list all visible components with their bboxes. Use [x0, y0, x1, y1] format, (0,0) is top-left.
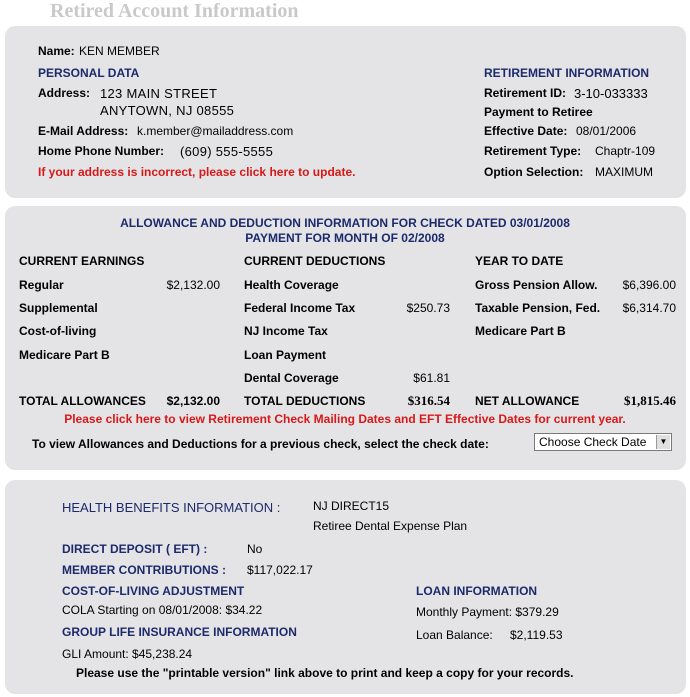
total-deductions-value: $316.54 — [407, 393, 450, 408]
print-note: Please use the "printable version" link above to print and keep a copy for your records. — [76, 666, 574, 680]
effective-date-value: 08/01/2006 — [576, 124, 637, 138]
direct-deposit-value: No — [247, 542, 263, 556]
address-line2: ANYTOWN, NJ 08555 — [100, 103, 235, 118]
personal-data-heading: PERSONAL DATA — [38, 66, 140, 80]
deduction-federal-tax-label: Federal Income Tax — [244, 301, 356, 315]
allowance-panel — [5, 206, 686, 470]
phone-value: (609) 555-5555 — [180, 144, 274, 159]
health-benefits-label: HEALTH BENEFITS INFORMATION : — [62, 500, 281, 515]
option-selection-label: Option Selection: — [484, 165, 584, 179]
current-earnings-heading: CURRENT EARNINGS — [19, 254, 145, 268]
cola-text: COLA Starting on 08/01/2008: $34.22 — [62, 603, 263, 617]
year-to-date-heading: YEAR TO DATE — [475, 254, 564, 268]
allowance-heading-line2: PAYMENT FOR MONTH OF 02/2008 — [245, 231, 445, 245]
deduction-federal-tax-value: $250.73 — [406, 301, 450, 315]
effective-date-label: Effective Date: — [484, 124, 568, 138]
current-deductions-heading: CURRENT DEDUCTIONS — [244, 254, 386, 268]
chevron-down-icon[interactable]: ▼ — [656, 435, 670, 449]
earnings-medicare-label: Medicare Part B — [19, 348, 110, 362]
ytd-medicare-label: Medicare Part B — [475, 324, 566, 338]
name-value: KEN MEMBER — [79, 44, 160, 58]
earnings-supplemental-label: Supplemental — [19, 301, 98, 315]
email-label: E-Mail Address: — [38, 124, 129, 138]
retirement-type-value: Chaptr-109 — [595, 144, 656, 158]
mailing-dates-link[interactable]: Please click here to view Retirement Check Mailing Dates and EFT Effective Dates for current year. — [64, 412, 626, 426]
loan-monthly-payment: Monthly Payment: $379.29 — [416, 605, 559, 619]
total-allowances-value: $2,132.00 — [166, 394, 220, 408]
update-address-link[interactable]: If your address is incorrect, please click here to update. — [38, 165, 356, 179]
name-label: Name: — [38, 44, 75, 58]
allowance-heading-line1: ALLOWANCE AND DEDUCTION INFORMATION FOR CHECK DATED 03/01/2008 — [120, 216, 570, 230]
deduction-dental-value: $61.81 — [413, 371, 450, 385]
payment-to-retiree: Payment to Retiree — [484, 105, 593, 119]
retirement-type-label: Retirement Type: — [484, 144, 582, 158]
earnings-regular-label: Regular — [19, 278, 64, 292]
ytd-taxable-label: Taxable Pension, Fed. — [475, 301, 601, 315]
ytd-gross-value: $6,396.00 — [622, 278, 676, 292]
ytd-gross-label: Gross Pension Allow. — [475, 278, 598, 292]
retirement-info-heading: RETIREMENT INFORMATION — [484, 66, 650, 80]
direct-deposit-label: DIRECT DEPOSIT ( EFT) : — [62, 542, 208, 556]
earnings-regular-value: $2,132.00 — [166, 278, 220, 292]
retirement-id-label: Retirement ID: — [484, 86, 567, 100]
net-allowance-value: $1,815.46 — [624, 393, 676, 408]
member-contributions-label: MEMBER CONTRIBUTIONS : — [62, 563, 226, 577]
deduction-dental-label: Dental Coverage — [244, 371, 339, 385]
address-label: Address: — [38, 86, 91, 100]
loan-balance-label: Loan Balance: — [416, 628, 493, 642]
gli-amount: GLI Amount: $45,238.24 — [62, 647, 193, 661]
deduction-health-label: Health Coverage — [244, 278, 339, 292]
address-line1: 123 MAIN STREET — [100, 86, 218, 101]
option-selection-value: MAXIMUM — [595, 165, 653, 179]
total-allowances-label: TOTAL ALLOWANCES — [19, 394, 146, 408]
member-contributions-value: $117,022.17 — [247, 563, 313, 577]
page-title: Retired Account Information — [50, 0, 299, 22]
loan-balance-value: $2,119.53 — [510, 628, 563, 642]
email-value: k.member@mailaddress.com — [137, 124, 294, 138]
health-plan-value: NJ DIRECT15 — [313, 499, 390, 513]
cola-heading: COST-OF-LIVING ADJUSTMENT — [62, 584, 245, 598]
deduction-nj-tax-label: NJ Income Tax — [244, 324, 328, 338]
dental-plan-value: Retiree Dental Expense Plan — [313, 519, 468, 533]
loan-info-heading: LOAN INFORMATION — [416, 584, 538, 598]
net-allowance-label: NET ALLOWANCE — [475, 394, 580, 408]
deduction-loan-label: Loan Payment — [244, 348, 327, 362]
check-date-select-value: Choose Check Date — [539, 435, 647, 449]
ytd-taxable-value: $6,314.70 — [622, 301, 676, 315]
check-date-select[interactable] — [534, 433, 672, 451]
previous-check-prompt: To view Allowances and Deductions for a previous check, select the check date: — [32, 437, 489, 451]
phone-label: Home Phone Number: — [38, 144, 165, 158]
gli-heading: GROUP LIFE INSURANCE INFORMATION — [62, 625, 297, 639]
retirement-id-value: 3-10-033333 — [574, 86, 648, 101]
earnings-cola-label: Cost-of-living — [19, 324, 97, 338]
total-deductions-label: TOTAL DEDUCTIONS — [244, 394, 366, 408]
